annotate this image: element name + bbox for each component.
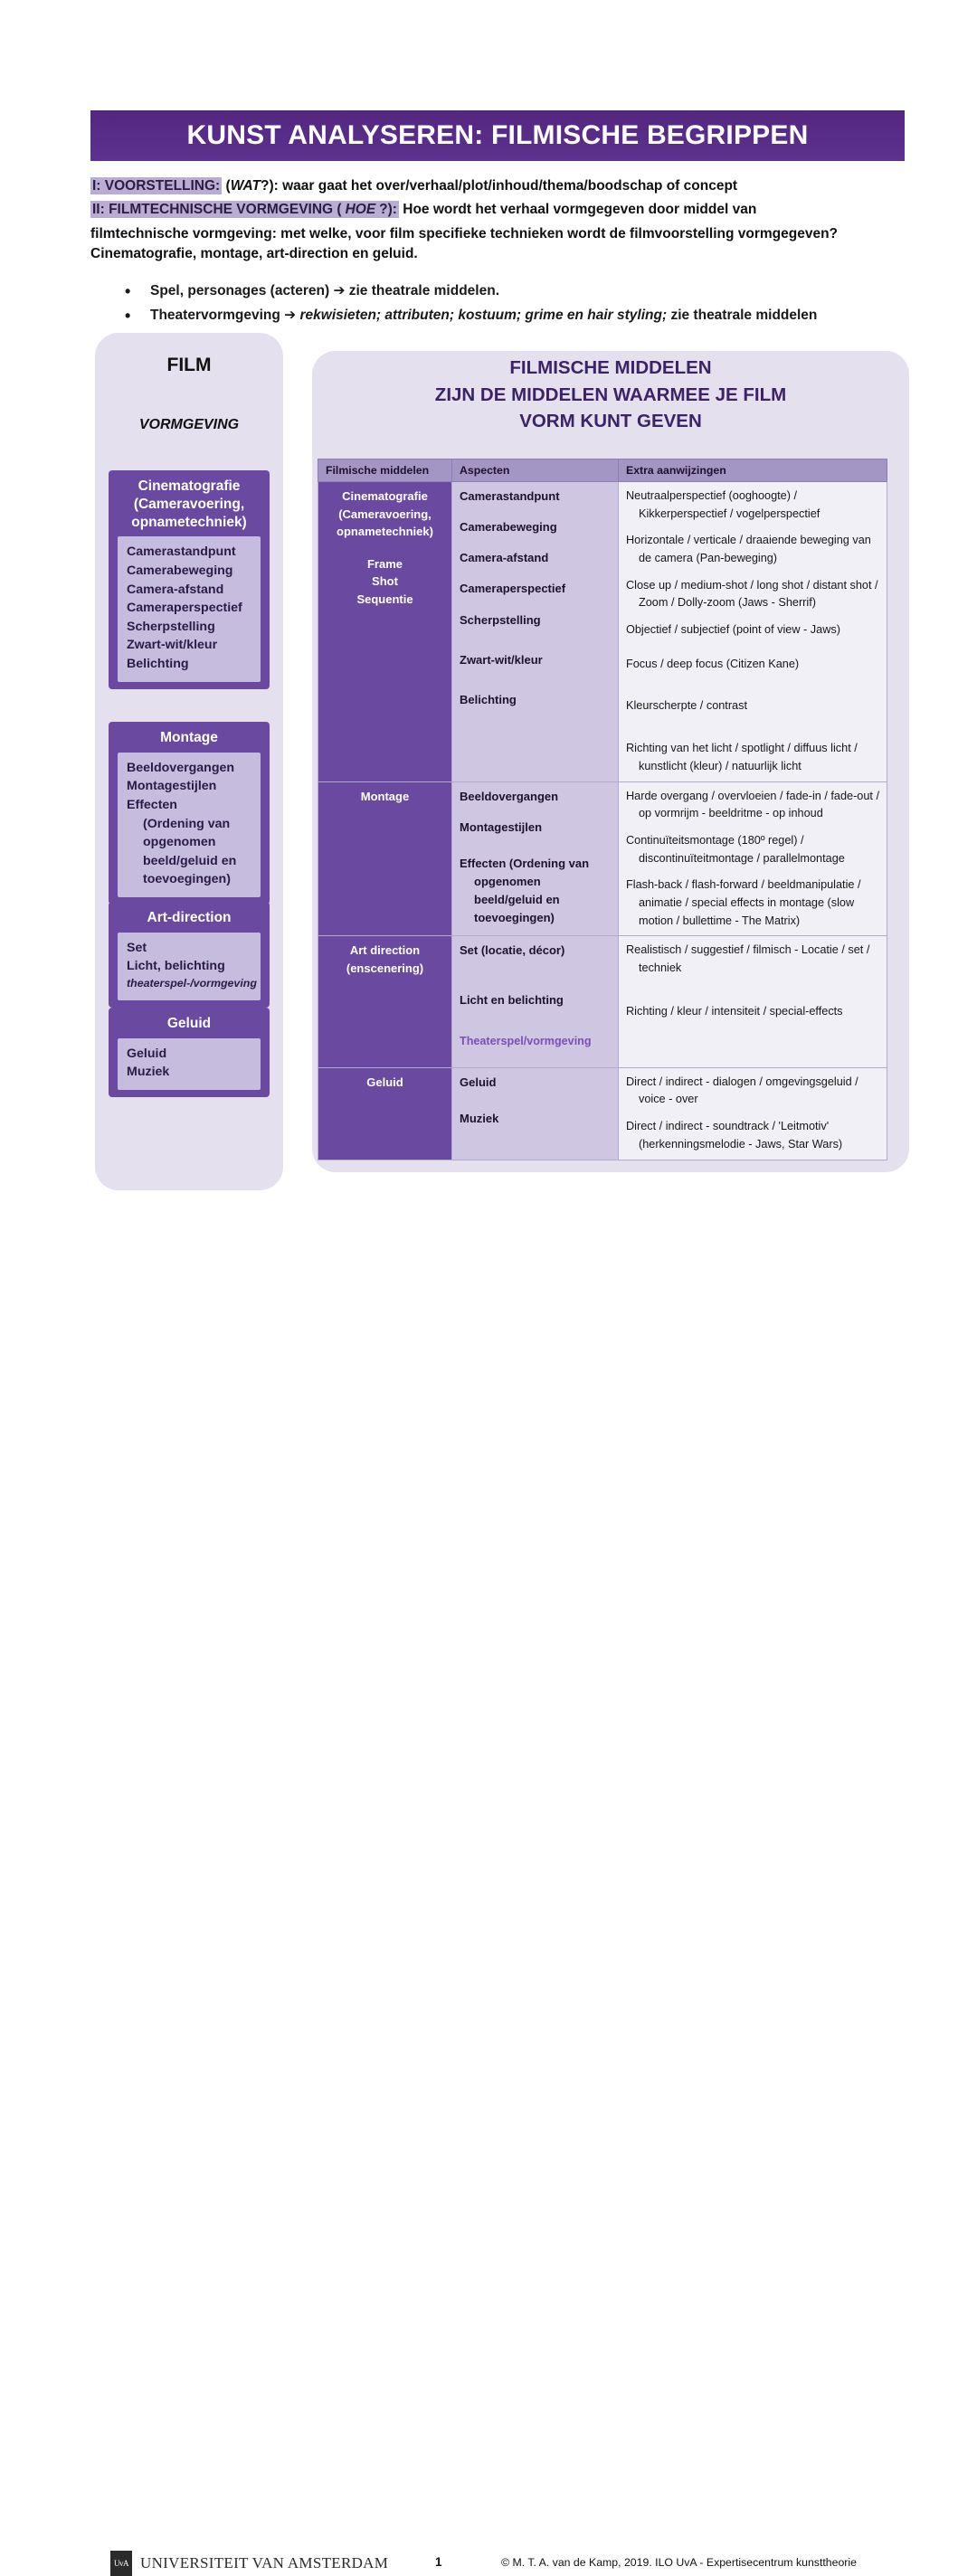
card-art-direction [109, 902, 270, 1008]
row-category-extra-frame: Frame [366, 556, 403, 571]
list-item-sub: opgenomen [143, 835, 216, 850]
row-extras-montage [619, 781, 887, 936]
extra-item: Flash-back / flash-forward / beeldmanipulatie / animatie / special effects in montage (slow motion / bullettime - The Matrix) [626, 878, 861, 927]
left-panel-title: FILM [166, 355, 212, 375]
intro-label-vormgeving: II: FILMTECHNISCHE VORMGEVING ( [92, 202, 342, 218]
filmische-middelen-table-wrap [318, 459, 887, 1160]
card-montage-items [118, 753, 261, 897]
list-item: Beeldovergangen [127, 760, 235, 775]
arrow-icon: ➔ [284, 307, 297, 324]
row-category-montage [318, 781, 452, 936]
row-aspects-montage [452, 781, 619, 936]
uva-logo [110, 2551, 388, 2576]
extra-item: Close up / medium-shot / long shot / distant shot / Zoom / Dolly-zoom (Jaws - Sherrif) [626, 578, 878, 610]
table-row [318, 936, 887, 1067]
copyright-notice: © M. T. A. van de Kamp, 2019. ILO UvA - Expertisecentrum kunsttheorie [501, 2556, 857, 2569]
row-category-label: Art direction (enscenering) [346, 943, 424, 975]
extra-item: Horizontale / verticale / draaiende beweging van de camera (Pan-beweging) [626, 534, 871, 565]
list-item-sub: toevoegingen) [143, 872, 231, 887]
uva-logo-text: UNIVERSITEIT VAN AMSTERDAM [140, 2554, 389, 2571]
column-header-aspecten: Aspecten [452, 459, 619, 482]
page-number: 1 [435, 2555, 442, 2569]
card-geluid-title: Geluid [166, 1016, 212, 1031]
intro-label-voorstelling: I: VOORSTELLING: [92, 178, 221, 194]
page-title-bar [90, 110, 905, 161]
aspect-item: Camerastandpunt [460, 489, 560, 503]
intro-line-2-rest: Hoe wordt het verhaal vormgegeven door middel van [403, 202, 757, 218]
row-category-label: Cinematografie (Cameravoering, opnametechniek) [337, 489, 433, 538]
list-item-sub: beeld/geluid en [143, 853, 237, 868]
aspect-item: Belichting [460, 692, 517, 706]
card-cinematografie-title: Cinematografie (Cameravoering, opnametechniek) [131, 478, 247, 530]
row-category-extra-shot: Shot [372, 574, 398, 588]
row-extras-geluid [619, 1067, 887, 1160]
intro-hoe-italic: HOE [345, 202, 376, 218]
card-geluid-items [118, 1038, 261, 1090]
aspect-item: Zwart-wit/kleur [460, 652, 543, 667]
intro-line-1 [90, 176, 909, 196]
extra-item: Direct / indirect - soundtrack / 'Leitmotiv' (herkenningsmelodie - Jaws, Star Wars) [626, 1120, 843, 1151]
extra-item: Neutraalperspectief (ooghoogte) / Kikkerperspectief / vogelperspectief [626, 489, 820, 520]
page-title: KUNST ANALYSEREN: FILMISCHE BEGRIPPEN [186, 120, 809, 150]
uva-crest-icon: UvA [110, 2551, 132, 2576]
intro-line-2-rest-hl: ?): [379, 202, 397, 218]
extra-item: Realistisch / suggestief / filmisch - Locatie / set / techniek [626, 943, 870, 975]
right-heading-line-1: FILMISCHE MIDDELEN [509, 357, 712, 378]
list-item: Scherpstelling [127, 619, 215, 634]
list-item: Muziek [127, 1065, 170, 1080]
aspect-item: Muziek [460, 1111, 499, 1125]
list-item: Camerabeweging [127, 564, 233, 579]
aspect-item: Cameraperspectief [460, 582, 566, 596]
card-cinematografie-items [118, 536, 261, 681]
row-category-art-direction [318, 936, 452, 1067]
card-art-direction-title: Art-direction [147, 910, 232, 925]
row-category-geluid [318, 1067, 452, 1160]
row-extras-art-direction [619, 936, 887, 1067]
list-item: Cameraperspectief [127, 601, 242, 616]
card-geluid [109, 1008, 270, 1097]
extra-item: Richting / kleur / intensiteit / special-effects [626, 1004, 843, 1018]
row-extras-cinematografie [619, 482, 887, 782]
table-row [318, 1067, 887, 1160]
aspect-note-theaterspel: Theaterspel/vormgeving [460, 1034, 592, 1047]
intro-line-1-rest: ?): waar gaat het over/verhaal/plot/inhoud/thema/boodschap of concept [261, 178, 738, 194]
arrow-icon: ➔ [333, 282, 346, 298]
row-category-extra-sequentie: Sequentie [356, 592, 413, 606]
intro-line-2 [90, 200, 909, 220]
aspect-item: Effecten (Ordening van opgenomen beeld/geluid en toevoegingen) [460, 856, 590, 925]
row-category-label: Montage [360, 789, 410, 803]
bullet-spel-after: zie theatrale middelen. [348, 283, 499, 298]
list-item: Camera-afstand [127, 582, 224, 597]
extra-item: Direct / indirect - dialogen / omgevingsgeluid / voice - over [626, 1075, 858, 1106]
page-footer [0, 1274, 977, 2571]
list-item: Belichting [127, 657, 189, 672]
intro-open-paren: ( [225, 178, 231, 194]
list-item: Set [127, 940, 147, 955]
card-cinematografie [109, 470, 270, 689]
list-item: Geluid [127, 1046, 167, 1061]
extra-item: Harde overgang / overvloeien / fade-in / fade-out / op vormrijm - beeldritme - op inhoud [626, 789, 879, 820]
intro-line-3: filmtechnische vormgeving: met welke, voor film specifieke technieken wordt de filmvoorstelling vormgegeven? Cinematografie, montage, art-direction en geluid. [90, 225, 839, 262]
list-item: Zwart-wit/kleur [127, 638, 218, 653]
aspect-item: Licht en belichting [460, 992, 564, 1007]
row-aspects-cinematografie [452, 482, 619, 782]
extra-item: Continuïteitsmontage (180º regel) / discontinuïteitmontage / parallelmontage [626, 833, 845, 865]
table-row [318, 781, 887, 936]
column-header-middelen: Filmische middelen [318, 459, 452, 482]
left-panel-subtitle: VORMGEVING [138, 417, 240, 432]
bullet-item-spel [118, 279, 905, 303]
extra-item: Kleurscherpte / contrast [626, 698, 747, 712]
aspect-item: Scherpstelling [460, 612, 541, 627]
list-item: Licht, belichting [127, 959, 225, 974]
bullet-theater-label: Theatervormgeving [150, 308, 280, 324]
extra-item: Richting van het licht / spotlight / diffuus licht / kunstlicht (kleur) / natuurlijk licht [626, 742, 858, 772]
bullet-theater-italic: rekwisieten; attributen; kostuum; grime en hair styling; [299, 308, 668, 324]
row-aspects-geluid [452, 1067, 619, 1160]
list-item-sub: (Ordening van [143, 816, 231, 831]
row-category-label: Geluid [366, 1075, 403, 1089]
card-montage-title: Montage [160, 730, 218, 745]
right-heading-line-2: ZIJN DE MIDDELEN WAARMEE JE FILM [434, 384, 787, 405]
column-header-extra: Extra aanwijzingen [619, 459, 887, 482]
list-item: Effecten [127, 798, 177, 813]
aspect-item: Beeldovergangen [460, 789, 559, 803]
extra-item: Objectief / subjectief (point of view - Jaws) [626, 623, 840, 637]
list-item-italic: theaterspel-/vormgeving [127, 977, 257, 990]
aspect-item: Set (locatie, décor) [460, 943, 565, 958]
card-montage [109, 722, 270, 904]
extra-item: Focus / deep focus (Citizen Kane) [626, 657, 800, 670]
table-header-row [318, 459, 887, 482]
aspect-item: Montagestijlen [460, 819, 543, 834]
right-heading-line-3: VORM KUNT GEVEN [519, 411, 702, 432]
intro-wat-italic: WAT [230, 178, 261, 194]
aspect-item: Camerabeweging [460, 520, 557, 535]
bullet-item-theatervormgeving [118, 303, 905, 327]
list-item: Montagestijlen [127, 779, 217, 794]
intro-bullet-list [118, 279, 905, 328]
row-category-cinematografie [318, 482, 452, 782]
aspect-item: Camera-afstand [460, 551, 549, 565]
row-aspects-art-direction [452, 936, 619, 1067]
right-panel-heading [321, 355, 900, 435]
table-row [318, 482, 887, 782]
bullet-theater-after: zie theatrale middelen [670, 308, 818, 324]
bullet-spel-label: Spel, personages (acteren) [150, 283, 330, 298]
filmische-middelen-table [318, 459, 887, 1160]
aspect-item: Geluid [460, 1075, 497, 1089]
list-item: Camerastandpunt [127, 545, 236, 560]
card-art-direction-items [118, 933, 261, 1000]
intro-section [90, 176, 909, 269]
